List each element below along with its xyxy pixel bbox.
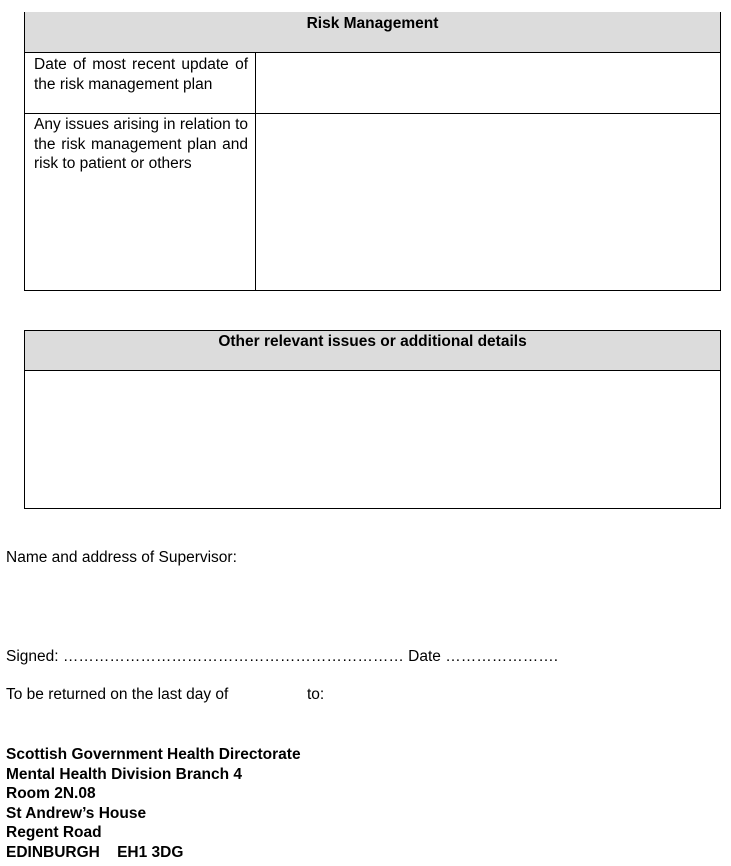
supervisor-label: Name and address of Supervisor: [6, 549, 237, 566]
risk-management-title: Risk Management [306, 15, 439, 32]
other-issues-header [25, 330, 720, 371]
address-line: Mental Health Division Branch 4 [6, 765, 242, 783]
address-line: Scottish Government Health Directorate [6, 746, 301, 763]
address-line: EDINBURGH EH1 3DG [6, 843, 184, 861]
risk-issues-label: Any issues arising in relation to the risk management plan and risk to patient or others [34, 116, 248, 172]
column-divider [255, 53, 256, 290]
risk-plan-update-date-field[interactable] [257, 55, 717, 111]
row-divider [25, 113, 720, 114]
other-issues-field[interactable] [27, 373, 717, 505]
address-line: Room 2N.08 [6, 785, 96, 802]
risk-management-header [25, 12, 720, 53]
signature-line: Signed: ………………………………………………………… Date …………………. [6, 648, 559, 665]
other-issues-table [24, 330, 721, 509]
return-address [6, 745, 301, 862]
risk-issues-field[interactable] [257, 115, 717, 287]
other-issues-title: Other relevant issues or additional details [218, 333, 527, 350]
return-instruction: To be returned on the last day of [6, 686, 229, 703]
address-line: St Andrew’s House [6, 804, 147, 822]
return-to-label: to: [307, 686, 325, 703]
risk-management-table [24, 12, 721, 291]
address-line: Regent Road [6, 824, 102, 841]
risk-plan-update-date-label: Date of most recent update of the risk management plan [34, 56, 248, 93]
